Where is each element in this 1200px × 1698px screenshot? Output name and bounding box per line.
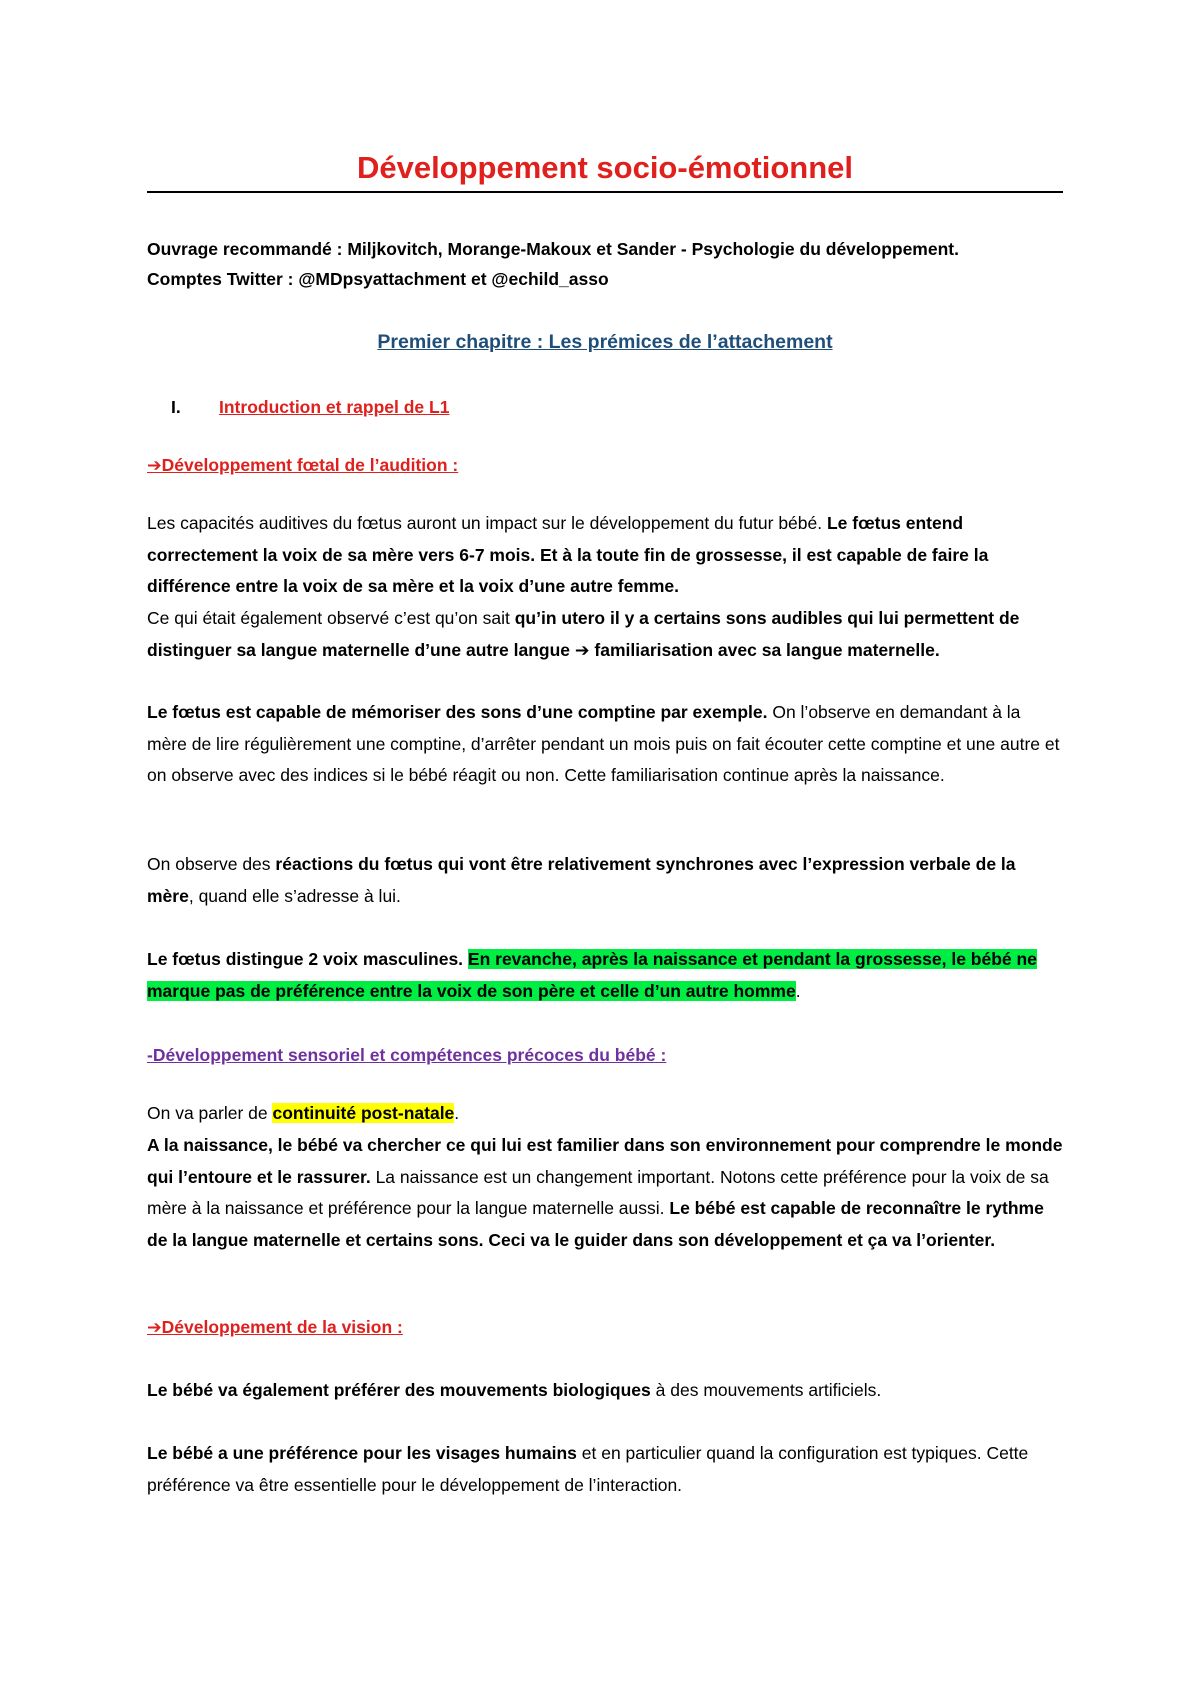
bold-text-run: Le fœtus distingue 2 voix masculines.: [147, 949, 468, 969]
twitter-accounts-line: Comptes Twitter : @MDpsyattachment et @echild_asso: [147, 269, 609, 289]
vision-paragraph-1: [147, 1375, 1063, 1407]
text-run: On l’observe en demandant à la mère de lire régulièrement une comptine, d’arrêter pendant un mois puis on fait écouter cette comptine et une autre et on observe avec des indices si le bébé réagit ou non. Cette familiarisation continue après la naissance.: [147, 702, 1060, 785]
yellow-highlighted-text: continuité post-natale: [272, 1103, 455, 1123]
text-run: .: [454, 1103, 460, 1123]
recommended-book-line: Ouvrage recommandé : Miljkovitch, Morange-Makoux et Sander - Psychologie du développement.: [147, 239, 959, 259]
green-highlighted-text: En revanche, après la naissance et pendant la grossesse, le bébé ne marque pas de préférence entre la voix de son père et celle d’un autre homme: [147, 949, 1037, 1001]
audition-paragraph-4: [147, 849, 1063, 912]
text-run: On va parler de: [147, 1103, 273, 1123]
chapter-title: Premier chapitre : Les prémices de l’attachement: [377, 331, 833, 353]
audition-paragraph-3: [147, 697, 1063, 792]
text-run: On observe des: [147, 854, 276, 874]
section-title: Introduction et rappel de L1: [219, 397, 450, 417]
bold-text-run: Le bébé va également préférer des mouvements biologiques: [147, 1380, 651, 1400]
sensoriel-heading: -Développement sensoriel et compétences précoces du bébé :: [147, 1045, 667, 1065]
sensoriel-paragraph-2: [147, 1130, 1063, 1256]
bold-text-run: qu’in utero il y a certains sons audibles qui lui permettent de distinguer sa langue maternelle d’une autre langue: [147, 608, 1020, 660]
bold-text-run: Le fœtus entend correctement la voix de sa mère vers 6-7 mois. Et à la toute fin de grossesse, il est capable de faire la différence entre la voix de sa mère et la voix d’une autre femme.: [147, 513, 989, 596]
vision-heading: ➔Développement de la vision :: [147, 1317, 403, 1337]
text-run: et en particulier quand la configuration est typiques. Cette préférence va être essentielle pour le développement de l’interaction.: [147, 1443, 1029, 1495]
section-heading-1: [171, 392, 449, 422]
text-run: Ce qui était également observé c’est qu’on sait: [147, 608, 515, 628]
title-underline-rule: [147, 191, 1063, 193]
audition-heading: ➔Développement fœtal de l’audition :: [147, 455, 459, 475]
arrow-icon: ➔: [574, 639, 590, 660]
vision-paragraph-2: [147, 1438, 1063, 1501]
bold-text-run: Le fœtus est capable de mémoriser des sons d’une comptine par exemple.: [147, 702, 768, 722]
sensoriel-paragraph-1: [147, 1098, 1063, 1130]
section-number: I.: [171, 397, 181, 417]
bold-text-run: Le bébé a une préférence pour les visages humains: [147, 1443, 577, 1463]
audition-paragraph-5: [147, 944, 1063, 1007]
recommended-block: [147, 234, 1063, 294]
bold-text-run: familiarisation avec sa langue maternelle.: [589, 639, 940, 660]
bold-text-run: A la naissance, le bébé va chercher ce qui lui est familier dans son environnement pour comprendre le monde qui l’entoure et le rassurer.: [147, 1135, 1063, 1187]
bold-text-run: réactions du fœtus qui vont être relativement synchrones avec l’expression verbale de la mère: [147, 854, 1016, 906]
text-run: La naissance est un changement important. Notons cette préférence pour la voix de sa mère à la naissance et préférence pour la langue maternelle aussi.: [147, 1166, 1049, 1218]
audition-paragraph-2: [147, 603, 1063, 666]
text-run: .: [795, 980, 801, 1001]
text-run: à des mouvements artificiels.: [650, 1380, 882, 1400]
bold-text-run: Le bébé est capable de reconnaître le rythme de la langue maternelle et certains sons. Ceci va le guider dans son développement et ça va l’orienter.: [147, 1198, 1044, 1250]
text-run: , quand elle s’adresse à lui.: [188, 885, 401, 906]
audition-paragraph-1: [147, 508, 1063, 603]
text-run: Les capacités auditives du fœtus auront un impact sur le développement du futur bébé.: [147, 513, 827, 533]
document-title: Développement socio-émotionnel: [356, 150, 854, 185]
